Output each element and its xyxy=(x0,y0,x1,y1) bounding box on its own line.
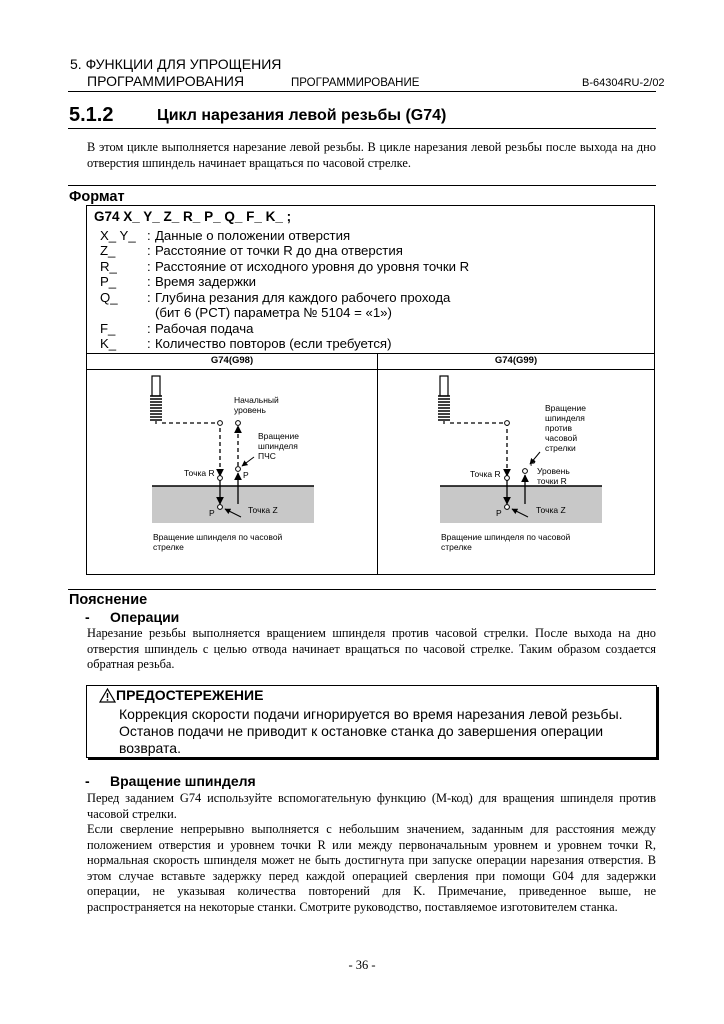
workpiece-right xyxy=(440,486,602,523)
operations-title: Операции xyxy=(110,609,180,625)
header-chapter-line1: 5. ФУНКЦИИ ДЛЯ УПРОЩЕНИЯ xyxy=(70,56,282,72)
caution-title: ПРЕДОСТЕРЕЖЕНИЕ xyxy=(116,687,264,703)
label-rotation-ccw: Вращение xyxy=(545,403,586,413)
page-title: Цикл нарезания левой резьбы (G74) xyxy=(157,107,447,124)
rotation-title: Вращение шпинделя xyxy=(110,773,256,789)
header-chapter-line2: ПРОГРАММИРОВАНИЯ xyxy=(87,73,245,89)
format-code: F_ xyxy=(100,321,116,336)
header-doc-code: B-64304RU-2/02 xyxy=(582,77,665,89)
format-sep: : xyxy=(147,274,151,289)
format-desc: (бит 6 (PCT) параметра № 5104 = «1») xyxy=(155,305,392,320)
format-desc: Рабочая подача xyxy=(155,321,254,336)
rotation-paragraph-2: Если сверление непрерывно выполняется с небольшим значением, заданным для расстояния между положением отверстия и уровнем точки R или между первоначальным уровнем и уровнем точки R, нормальная скорость шпинделя может не быть достигнута при запуске операции нарезания отверстия. В этом случае вставьте задержку перед каждой операцией сверления при помощи G04 для задержки операции, не указывая количества повторений для K. Примечание, приведенное выше, не распространяется на некоторые станки. Смотрите руководство, поставляемое изготовителем станка. xyxy=(87,822,657,914)
diagram-right-title: G74(G99) xyxy=(494,355,538,366)
section-number: 5.1.2 xyxy=(69,104,114,126)
format-desc: Расстояние от исходного уровня до уровня точки R xyxy=(155,259,470,274)
format-command: G74 X_ Y_ Z_ R_ P_ Q_ F_ K_ ; xyxy=(94,209,292,224)
format-code: Z_ xyxy=(100,243,116,258)
format-top-rule xyxy=(68,185,656,186)
operations-paragraph: Нарезание резьбы выполняется вращением шпинделя против часовой стрелки. После выхода на дно отверстия шпиндель с целью отвода начинает вращаться по часовой стрелке. Таким образом создается обратная резьба. xyxy=(87,626,656,671)
label-point-z: Точка Z xyxy=(536,505,566,515)
diagram-left xyxy=(150,376,314,552)
label-p-bottom: P xyxy=(209,508,215,518)
label-p: P xyxy=(243,470,249,480)
label-cw-rotation: Вращение шпинделя по часовой xyxy=(441,532,571,542)
label-cw-rotation: стрелке xyxy=(441,542,472,552)
label-rotation-ccw: стрелки xyxy=(545,443,576,453)
header-section: ПРОГРАММИРОВАНИЕ xyxy=(291,77,420,89)
caution-box xyxy=(86,685,657,758)
format-sep: : xyxy=(147,259,151,274)
operations-dash: - xyxy=(85,609,90,625)
format-desc: Количество повторов (если требуется) xyxy=(155,336,392,351)
format-sep: : xyxy=(147,321,151,336)
explanation-heading: Пояснение xyxy=(69,592,148,608)
explanation-rule xyxy=(68,589,656,590)
label-point-r: Точка R xyxy=(470,469,501,479)
format-heading: Формат xyxy=(69,189,125,205)
diagram-right xyxy=(438,376,602,552)
format-code: P_ xyxy=(100,274,117,289)
label-rotation-ccw: шпинделя xyxy=(258,441,298,451)
format-code: X_ Y_ xyxy=(100,228,136,243)
label-rotation-ccw: ПЧС xyxy=(258,451,276,461)
label-level-r: Уровень xyxy=(537,466,570,476)
caution-text: Коррекция скорости подачи игнорируется во время нарезания левой резьбы. Останов подачи не приводит к остановке станка до завершения операции возврата. xyxy=(119,706,623,756)
format-code: R_ xyxy=(100,259,117,274)
format-desc: Время задержки xyxy=(155,274,257,289)
rotation-paragraph-1: Перед заданием G74 используйте вспомогательную функцию (М-код) для вращения шпинделя против часовой стрелки. xyxy=(87,791,656,821)
rotation-dash: - xyxy=(85,773,90,789)
format-code: K_ xyxy=(100,336,117,351)
label-cw-rotation: стрелке xyxy=(153,542,184,552)
label-p-bottom: P xyxy=(496,508,502,518)
header-rule xyxy=(68,91,656,92)
label-rotation-ccw: шпинделя xyxy=(545,413,585,423)
label-initial-level: уровень xyxy=(234,405,266,415)
label-rotation-ccw: против xyxy=(545,423,573,433)
diagram-svg xyxy=(86,368,655,574)
label-p: P xyxy=(530,458,536,468)
workpiece-left xyxy=(152,486,314,523)
format-sep: : xyxy=(147,336,151,351)
title-rule xyxy=(68,128,656,129)
diagram-left-title: G74(G98) xyxy=(210,355,254,366)
label-initial-level: Начальный xyxy=(234,395,279,405)
label-level-r: точки R xyxy=(537,476,567,486)
format-sep: : xyxy=(147,243,151,258)
label-point-z: Точка Z xyxy=(248,505,278,515)
page-number: - 36 - xyxy=(348,958,376,972)
label-cw-rotation: Вращение шпинделя по часовой xyxy=(153,532,283,542)
format-code: Q_ xyxy=(100,290,118,305)
format-sep: : xyxy=(147,290,151,305)
format-desc: Глубина резания для каждого рабочего прохода xyxy=(155,290,451,305)
format-desc: Расстояние от точки R до дна отверстия xyxy=(155,243,403,258)
label-point-r: Точка R xyxy=(184,468,215,478)
label-rotation-ccw: Вращение xyxy=(258,431,299,441)
format-sep: : xyxy=(147,228,151,243)
tap-tool-icon xyxy=(438,376,450,424)
format-desc: Данные о положении отверстия xyxy=(155,228,351,243)
intro-paragraph: В этом цикле выполняется нарезание левой резьбы. В цикле нарезания левой резьбы после выхода на дно отверстия шпиндель начинает вращаться по часовой стрелке. xyxy=(87,140,656,170)
warning-icon xyxy=(99,688,116,703)
label-rotation-ccw: часовой xyxy=(545,433,578,443)
tap-tool-icon xyxy=(150,376,162,424)
